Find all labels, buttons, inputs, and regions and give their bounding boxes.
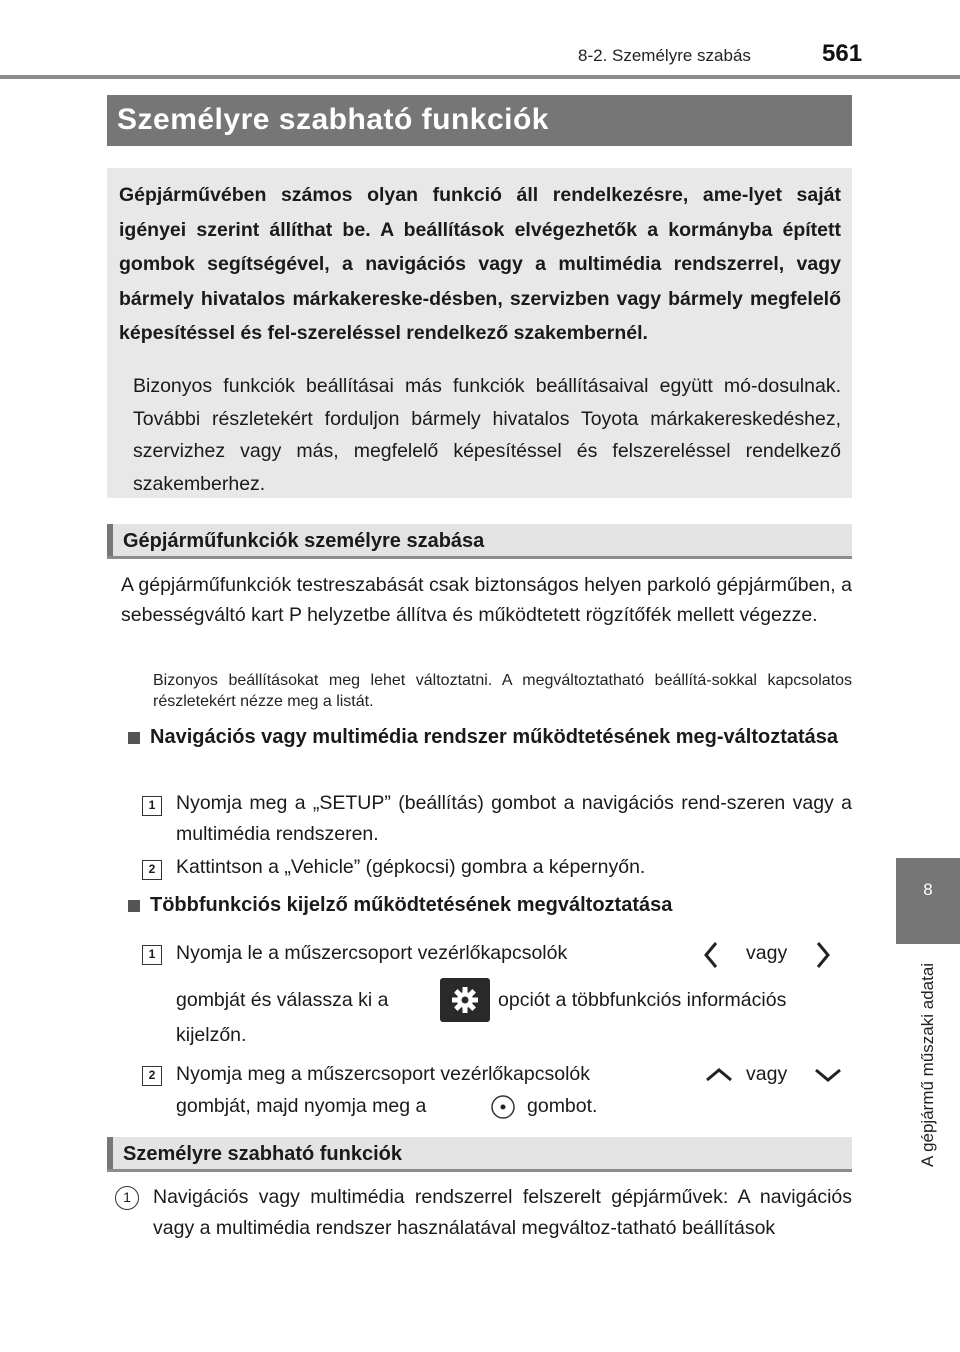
section1-paragraph: A gépjárműfunkciók testreszabását csak biztonságos helyen parkoló gépjárműben, a sebességváltó kart P helyzetbe állítva és működtetett rögzítőfék mellett végezze. (121, 574, 852, 626)
chevron-right-icon (812, 940, 834, 970)
section-heading-2 (107, 1137, 852, 1172)
step-or-word: vagy (746, 942, 788, 964)
step-text: kijelzőn. (176, 1024, 247, 1046)
step-badge: 2 (142, 860, 162, 880)
square-bullet-icon (128, 732, 140, 744)
intro-note: Bizonyos funkciók beállításai más funkciók beállításaival együtt mó-dosulnak. További részletekért forduljon bármely hivatalos Toyota márkakereskedéshez, szervizhez vagy más, megfelelő képesítéssel és felszereléssel rendelkező szakemberhez. (133, 375, 841, 495)
step-badge: 1 (142, 945, 162, 965)
section-heading-2-text: Személyre szabható funkciók (123, 1143, 402, 1165)
page-title: Személyre szabható funkciók (117, 103, 549, 136)
header-section: 8-2. Személyre szabás (578, 46, 751, 65)
intro-bold-text: Gépjárművében számos olyan funkció áll rendelkezésre, ame-lyet saját igényei szerint állíthat be. A beállítások elvégezhetők a kormányba épített gombok segítségével, a navigációs vagy a multimédia rendszerrel, vagy bármely hivatalos márkakereske-désben, szervizben vagy bármely megfelelő képesítéssel és fel-szereléssel rendelkező szakembernél. (119, 184, 841, 344)
chevron-left-icon (700, 940, 722, 970)
chevron-down-icon (812, 1064, 844, 1084)
section2-item-text: Navigációs vagy multimédia rendszerrel felszerelt gépjárművek: A navigációs vagy a multimédia rendszer használatával megváltoz-tatható beállítások (153, 1186, 852, 1239)
square-bullet-icon (128, 900, 140, 912)
page-number: 561 (822, 40, 863, 67)
step-text: gombját, majd nyomja meg a (176, 1095, 427, 1117)
step-text: gombját és válassza ki a (176, 989, 389, 1011)
mid-subheading-text: Többfunkciós kijelző működtetésének megváltoztatása (150, 894, 673, 916)
chapter-title: A gépjármű műszaki adatai (918, 962, 937, 1168)
settings-gear-icon (440, 978, 490, 1022)
step-text: opciót a többfunkciós információs (498, 989, 787, 1011)
section-heading-1-text: Gépjárműfunkciók személyre szabása (123, 530, 485, 552)
header-rule (0, 75, 960, 79)
chapter-number: 8 (923, 880, 933, 899)
item-number-badge: 1 (115, 1186, 139, 1210)
intro-box (107, 168, 852, 498)
step-text: Nyomja meg a műszercsoport vezérlőkapcsolók (176, 1063, 590, 1085)
step-text: Nyomja le a műszercsoport vezérlőkapcsolók (176, 942, 568, 964)
nav-subheading (128, 722, 850, 753)
section1-small-note: Bizonyos beállításokat meg lehet változtatni. A megváltoztatható beállítá-sokkal kapcsolatos részletekért nézze meg a listát. (153, 672, 852, 710)
step-or-word: vagy (746, 1063, 788, 1085)
step-text: gombot. (527, 1095, 598, 1117)
ok-button-icon (488, 1092, 518, 1122)
step-badge: 2 (142, 1066, 162, 1086)
section-heading-1 (107, 524, 852, 559)
chapter-tab (896, 858, 960, 944)
title-bar (107, 95, 852, 146)
step-badge: 1 (142, 796, 162, 816)
step-text: Kattintson a „Vehicle” (gépkocsi) gombra a képernyőn. (176, 856, 646, 878)
step-text: Nyomja meg a „SETUP” (beállítás) gombot a navigációs rend-szeren vagy a multimédia rendszeren. (176, 792, 852, 845)
mid-subheading (128, 890, 850, 921)
chevron-up-icon (703, 1064, 735, 1084)
nav-subheading-text: Navigációs vagy multimédia rendszer működtetésének meg-változtatása (150, 726, 839, 748)
